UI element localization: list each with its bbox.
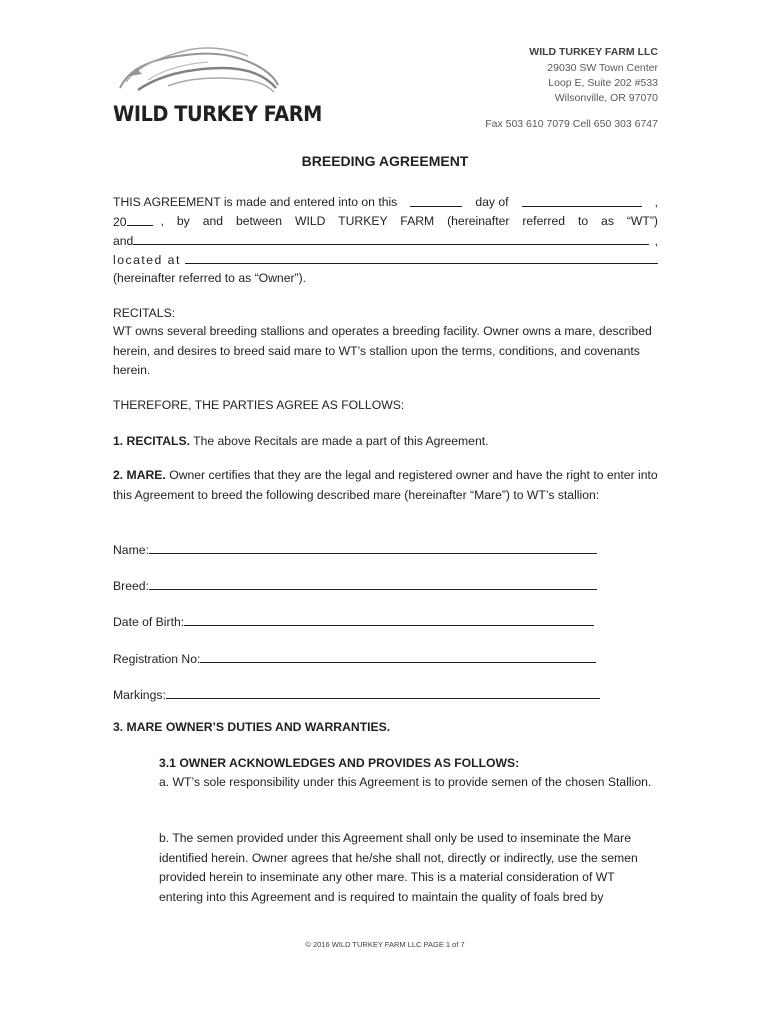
intro-text: , by and between WILD TURKEY FARM (hereinafter referred to as “WT”) — [160, 214, 658, 228]
owner-name-blank[interactable] — [133, 233, 648, 245]
section-3-1-item-a: a. WT’s sole responsibility under this Agreement is to provide semen of the chosen Stallion. — [159, 775, 652, 789]
therefore-heading: THEREFORE, THE PARTIES AGREE AS FOLLOWS: — [113, 398, 405, 412]
section-2-heading: 2. MARE. — [113, 468, 166, 482]
contact-phones: Fax 503 610 7079 Cell 650 303 6747 — [485, 118, 658, 130]
intro-text: 20 — [113, 215, 127, 229]
address-line-3: Wilsonville, OR 97070 — [554, 92, 658, 104]
intro-text: and — [113, 234, 134, 248]
section-1-body: The above Recitals are made a part of this Agreement. — [193, 434, 489, 448]
location-blank[interactable] — [185, 252, 658, 264]
page-footer: © 2016 WILD TURKEY FARM LLC PAGE 1 of 7 — [305, 940, 465, 949]
address-line-2: Loop E, Suite 202 #533 — [548, 77, 658, 89]
mare-markings-input[interactable] — [166, 686, 600, 699]
mare-dob-field — [113, 613, 594, 629]
field-label: Markings: — [113, 688, 166, 702]
section-3-heading — [113, 720, 390, 734]
section-1-heading: 1. RECITALS. — [113, 434, 190, 448]
intro-line-1 — [113, 195, 658, 209]
section-1 — [113, 434, 489, 448]
section-2 — [113, 466, 658, 505]
mare-name-input[interactable] — [149, 541, 597, 554]
section-3-1-heading-text: 3.1 OWNER ACKNOWLEDGES AND PROVIDES AS FOLLOWS: — [159, 756, 520, 770]
intro-text: THIS AGREEMENT is made and entered into on this — [113, 195, 398, 209]
field-label: Name: — [113, 543, 149, 557]
year-blank[interactable] — [127, 214, 153, 226]
day-blank[interactable] — [410, 195, 462, 207]
mare-dob-input[interactable] — [184, 613, 594, 626]
logo-text: WILD TURKEY FARM — [113, 102, 322, 126]
month-blank[interactable] — [522, 195, 642, 207]
section-2-body: Owner certifies that they are the legal and registered owner and have the right to enter into this Agreement to breed the following described mare (hereinafter “Mare”) to WT’s stallion: — [113, 468, 658, 502]
section-3-1-heading — [159, 756, 519, 770]
intro-line-3 — [113, 233, 658, 248]
address-line-1: 29030 SW Town Center — [547, 62, 658, 74]
mare-breed-input[interactable] — [149, 577, 597, 590]
company-name: WILD TURKEY FARM LLC — [529, 46, 658, 58]
mare-registration-field — [113, 650, 596, 666]
mare-registration-input[interactable] — [200, 650, 596, 663]
document-title: BREEDING AGREEMENT — [301, 153, 469, 169]
mare-breed-field — [113, 577, 597, 593]
section-3-1-item-b: b. The semen provided under this Agreement shall only be used to inseminate the Mare identified herein. Owner agrees that he/she shall not, directly or indirectly, use the semen provided herein to inseminate any other mare. This is a material consideration of WT entering into this Agreement and is required to maintain the quality of foals bred by — [159, 831, 638, 904]
intro-line-2 — [113, 214, 658, 229]
recitals-body: WT owns several breeding stallions and operates a breeding facility. Owner owns a mare, described herein, and desires to breed said mare to WT’s stallion upon the terms, conditions, and covenants herein. — [113, 324, 652, 377]
intro-text: located at — [113, 253, 181, 267]
mare-markings-field — [113, 686, 600, 702]
intro-line-4 — [113, 252, 658, 267]
intro-text: , — [654, 234, 658, 248]
intro-text-justified — [161, 214, 658, 229]
mare-name-field — [113, 541, 597, 557]
intro-text: , — [654, 195, 658, 209]
field-label: Breed: — [113, 579, 149, 593]
intro-text: day of — [475, 195, 509, 209]
field-label: Date of Birth: — [113, 615, 185, 629]
recitals-heading: RECITALS: — [113, 306, 176, 320]
field-label: Registration No: — [113, 652, 201, 666]
section-3-heading-text: 3. MARE OWNER’S DUTIES AND WARRANTIES. — [113, 720, 391, 734]
intro-line-5: (hereinafter referred to as “Owner”). — [113, 271, 307, 285]
